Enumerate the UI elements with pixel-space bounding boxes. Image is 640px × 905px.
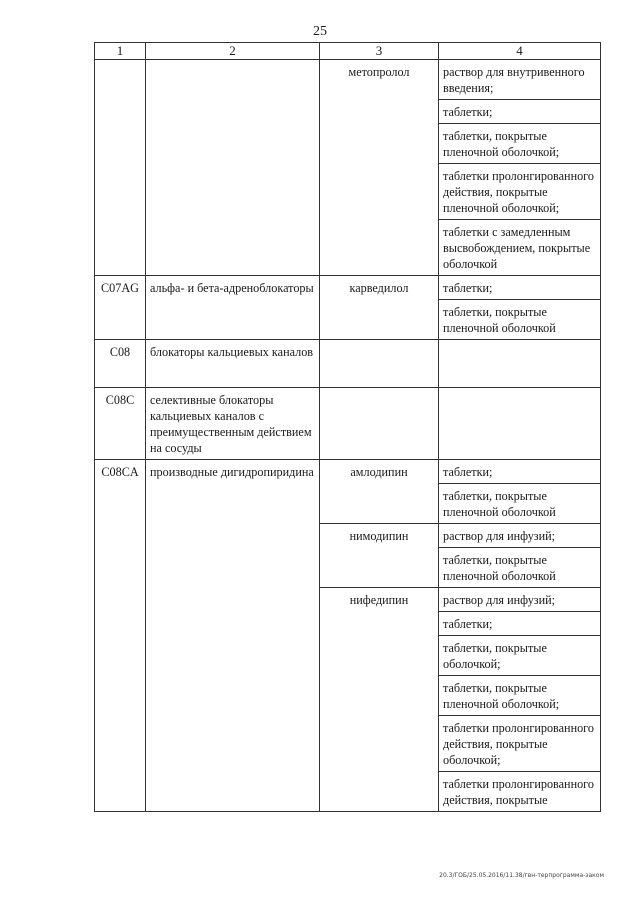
dosage-form: таблетки пролонгированного действия, покрытые пленочной оболочкой;	[439, 163, 600, 219]
column-header: 3	[320, 43, 439, 60]
inn-cell: карведилол	[320, 276, 439, 340]
forms-cell	[439, 276, 601, 340]
inn-cell: нифедипин	[320, 588, 439, 812]
column-header: 1	[95, 43, 146, 60]
dosage-form: таблетки;	[439, 611, 600, 635]
table-row	[95, 340, 601, 388]
forms-cell	[439, 524, 601, 588]
dosage-form: таблетки пролонгированного действия, покрытые	[439, 771, 600, 811]
dosage-form: таблетки, покрытые пленочной оболочкой;	[439, 123, 600, 163]
drug-table	[94, 42, 601, 812]
atc-code-cell: C08CA	[95, 460, 146, 812]
dosage-form: таблетки, покрытые пленочной оболочкой	[439, 483, 600, 523]
forms-cell	[439, 340, 601, 388]
group-cell	[146, 60, 320, 276]
dosage-form: таблетки с замедленным высвобождением, покрытые оболочкой	[439, 219, 600, 275]
group-cell: селективные блокаторы кальциевых каналов с преимущественным действием на сосуды	[146, 388, 320, 460]
forms-cell	[439, 60, 601, 276]
forms-cell	[439, 460, 601, 524]
dosage-form: раствор для внутривенного введения;	[443, 65, 585, 95]
dosage-form: таблетки;	[443, 465, 493, 479]
inn-cell: амлодипин	[320, 460, 439, 524]
dosage-form: таблетки, покрытые пленочной оболочкой	[439, 547, 600, 587]
column-header: 4	[439, 43, 601, 60]
table-row	[95, 460, 601, 524]
atc-code-cell: C08C	[95, 388, 146, 460]
dosage-form: таблетки пролонгированного действия, покрытые оболочкой;	[439, 715, 600, 771]
inn-cell	[320, 388, 439, 460]
group-cell: производные дигидропиридина	[146, 460, 320, 812]
inn-cell	[320, 340, 439, 388]
group-cell: блокаторы кальциевых каналов	[146, 340, 320, 388]
table-row	[95, 388, 601, 460]
dosage-form: таблетки, покрытые пленочной оболочкой	[439, 299, 600, 339]
dosage-form: раствор для инфузий;	[443, 593, 556, 607]
inn-cell: нимодипин	[320, 524, 439, 588]
inn-cell: метопролол	[320, 60, 439, 276]
table-header-row	[95, 43, 601, 60]
dosage-form: таблетки, покрытые оболочкой;	[439, 635, 600, 675]
table-row	[95, 276, 601, 340]
forms-cell	[439, 388, 601, 460]
atc-code-cell: C07AG	[95, 276, 146, 340]
dosage-form: таблетки;	[443, 281, 493, 295]
dosage-form: таблетки, покрытые пленочной оболочкой;	[439, 675, 600, 715]
group-cell: альфа- и бета-адреноблокаторы	[146, 276, 320, 340]
column-header: 2	[146, 43, 320, 60]
dosage-form: раствор для инфузий;	[443, 529, 556, 543]
atc-code-cell	[95, 60, 146, 276]
forms-cell	[439, 588, 601, 812]
atc-code-cell: C08	[95, 340, 146, 388]
table-row	[95, 60, 601, 276]
dosage-form: таблетки;	[439, 99, 600, 123]
document-footer-code: 20.3/ГОБ/25.05.2016/11.38/гвн-терпрограмма-заком	[439, 872, 604, 879]
page-number: 25	[313, 24, 327, 39]
